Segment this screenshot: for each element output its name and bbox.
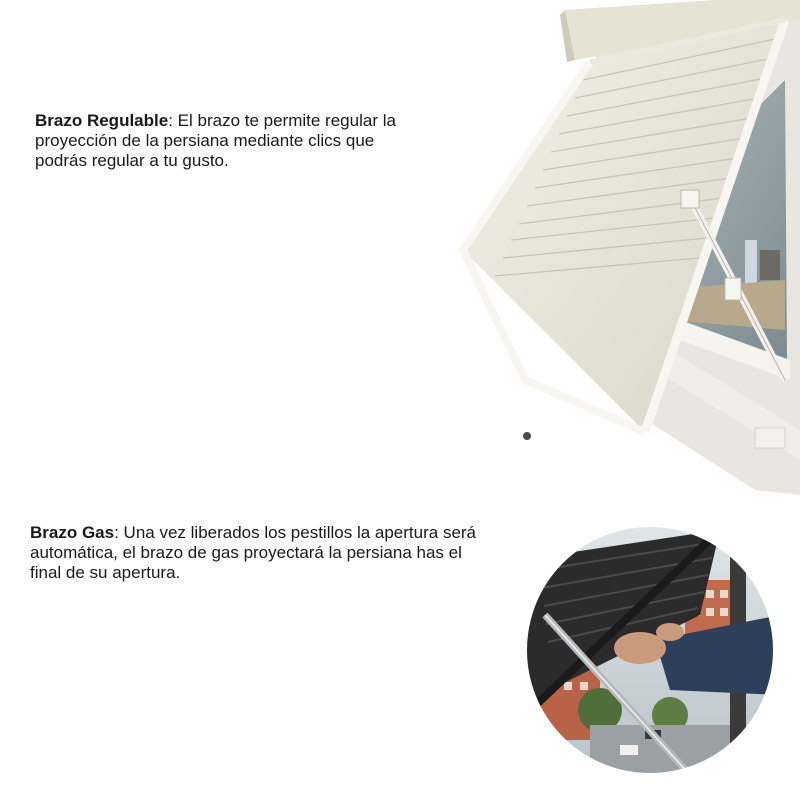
adjustable-arm-shutter-photo: [455, 0, 800, 495]
brazo-regulable-colon: :: [168, 111, 173, 130]
brazo-gas-title: Brazo Gas: [30, 523, 115, 542]
brazo-regulable-description: [35, 111, 430, 171]
brazo-regulable-title: Brazo Regulable: [35, 111, 169, 130]
gas-arm-shutter-photo: [520, 520, 780, 780]
brazo-gas-text: Una vez liberados los pestillos la apertura será automática, el brazo de gas proyectará la persiana has el final de su apertura.: [30, 523, 477, 582]
brazo-gas-description: [30, 523, 485, 583]
brazo-gas-colon: :: [114, 523, 119, 542]
brazo-regulable-text: El brazo te permite regular la proyección de la persiana mediante clics que podrás regular a tu gusto.: [35, 111, 396, 170]
